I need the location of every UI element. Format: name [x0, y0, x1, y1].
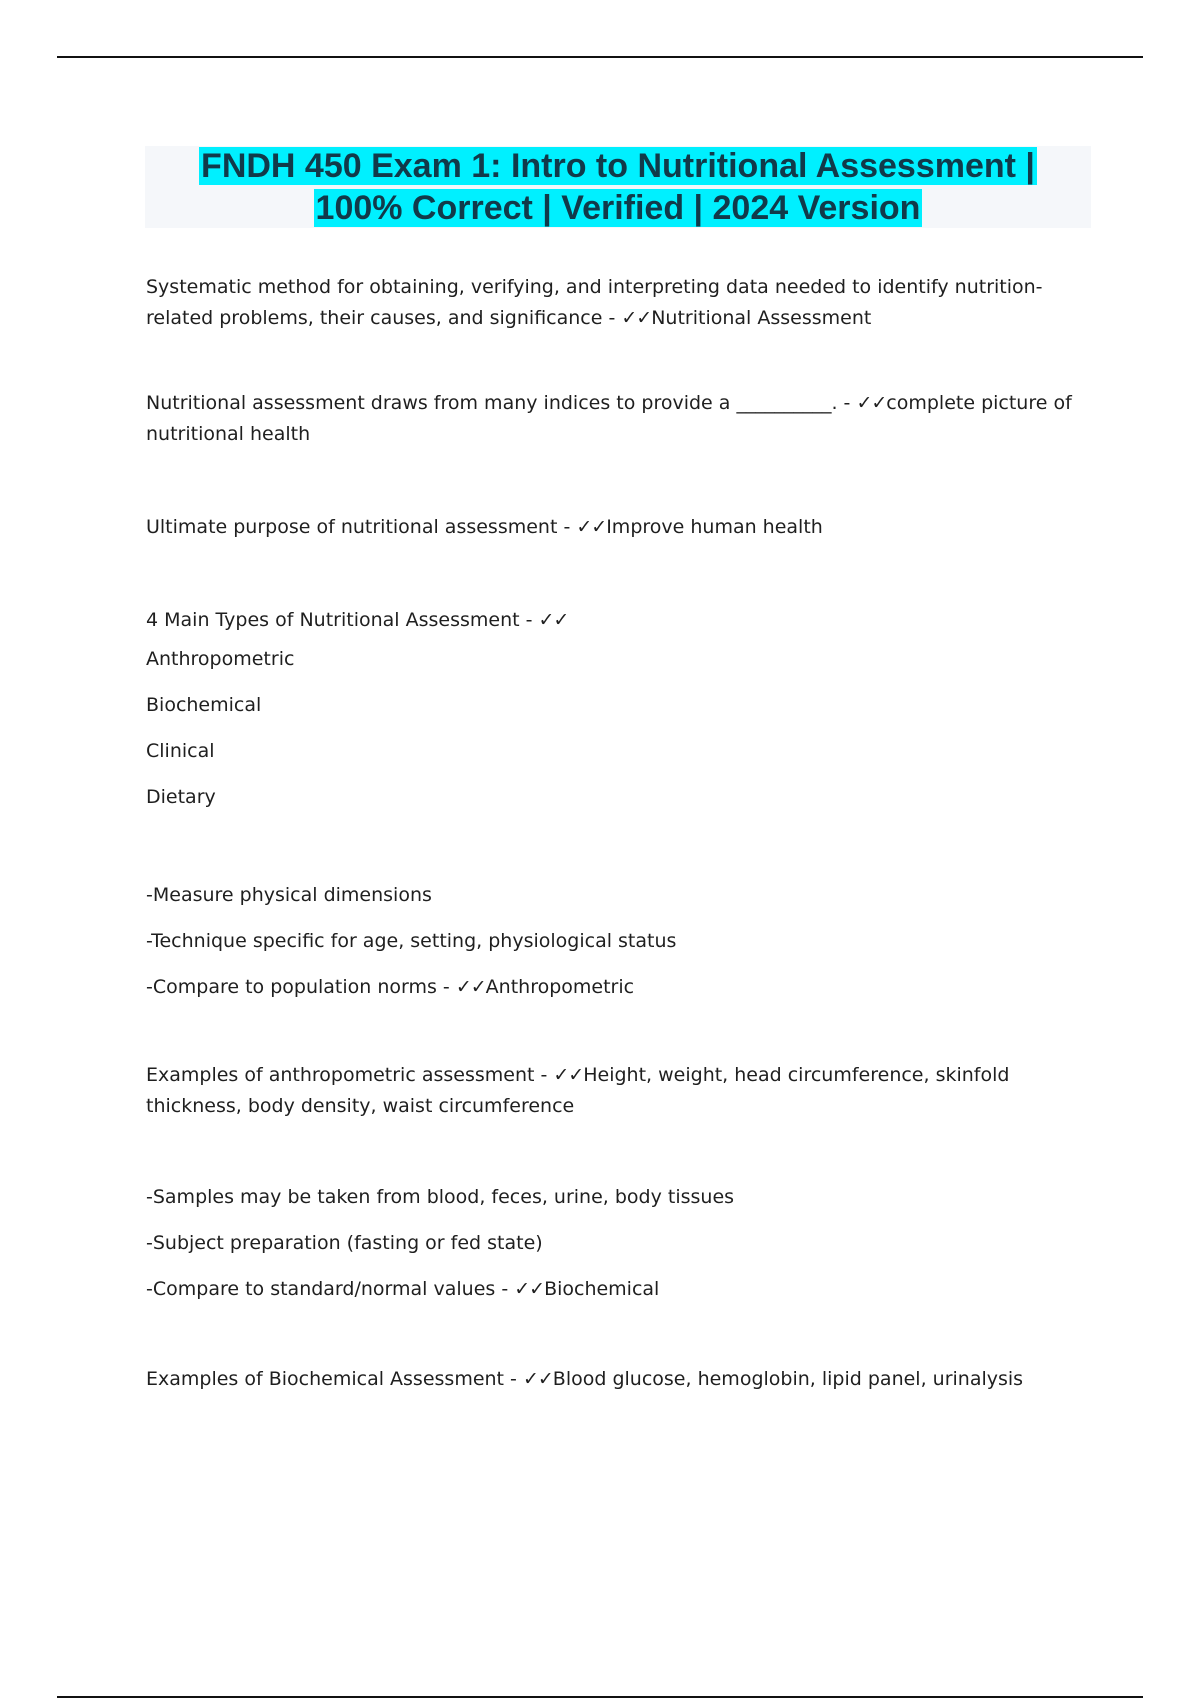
bottom-rule — [57, 1696, 1143, 1698]
answer-text: Height, weight, head circumference, skinfold thickness, body density, waist circumference — [146, 1064, 1010, 1117]
answer-line: Biochemical — [146, 694, 262, 716]
answer-line: Clinical — [146, 740, 215, 762]
title-block — [145, 146, 1091, 228]
question-line: -Technique specific for age, setting, physiological status — [146, 930, 677, 952]
question-text: Examples of anthropometric assessment - — [146, 1064, 554, 1086]
answer-line: Anthropometric — [146, 648, 295, 670]
answer-line: Dietary — [146, 786, 216, 808]
question-line: -Samples may be taken from blood, feces, urine, body tissues — [146, 1186, 735, 1208]
qa-content — [146, 272, 1076, 1395]
question-text: Ultimate purpose of nutritional assessment - — [146, 516, 577, 538]
qa-item-7 — [146, 1174, 1076, 1312]
title-line-2: 100% Correct | Verified | 2024 Version — [315, 189, 921, 227]
double-check-icon: ✓✓ — [522, 1368, 553, 1390]
qa-item-5 — [146, 872, 1076, 1010]
title-line-1: FNDH 450 Exam 1: Intro to Nutritional Assessment | — [201, 147, 1035, 185]
question-text: -Compare to standard/normal values - — [146, 1278, 515, 1300]
qa-item-6 — [146, 1060, 1076, 1122]
qa-item-8 — [146, 1364, 1076, 1395]
question-line: -Subject preparation (fasting or fed state) — [146, 1232, 543, 1254]
document-title — [199, 145, 1037, 229]
double-check-icon: ✓✓ — [576, 516, 607, 538]
question-text: Nutritional assessment draws from many indices to provide a __________. - — [146, 392, 857, 414]
qa-item-4 — [146, 605, 1076, 820]
double-check-icon: ✓✓ — [553, 1064, 584, 1086]
double-check-icon: ✓✓ — [621, 307, 652, 329]
question-text: Systematic method for obtaining, verifying, and interpreting data needed to identify nutrition-related problems, their causes, and significance - — [146, 276, 1043, 329]
answer-text: Biochemical — [544, 1278, 660, 1300]
question-line — [146, 1266, 1076, 1312]
double-check-icon: ✓✓ — [455, 976, 486, 998]
answer-text: Improve human health — [606, 516, 823, 538]
qa-item-3 — [146, 512, 1076, 543]
double-check-icon: ✓✓ — [538, 609, 569, 631]
answer-text: complete picture of nutritional health — [146, 392, 1072, 445]
double-check-icon: ✓✓ — [514, 1278, 545, 1300]
question-text: 4 Main Types of Nutritional Assessment - — [146, 609, 539, 631]
qa-item-2 — [146, 388, 1076, 450]
question-text: Examples of Biochemical Assessment - — [146, 1368, 523, 1390]
answer-text: Anthropometric — [485, 976, 635, 998]
question-line — [146, 605, 1076, 636]
top-rule — [57, 56, 1143, 58]
answer-text: Nutritional Assessment — [651, 307, 872, 329]
question-line — [146, 964, 1076, 1010]
answer-text: Blood glucose, hemoglobin, lipid panel, urinalysis — [552, 1368, 1024, 1390]
question-text: -Compare to population norms - — [146, 976, 456, 998]
question-line: -Measure physical dimensions — [146, 884, 432, 906]
qa-item-1 — [146, 272, 1076, 334]
double-check-icon: ✓✓ — [856, 392, 887, 414]
